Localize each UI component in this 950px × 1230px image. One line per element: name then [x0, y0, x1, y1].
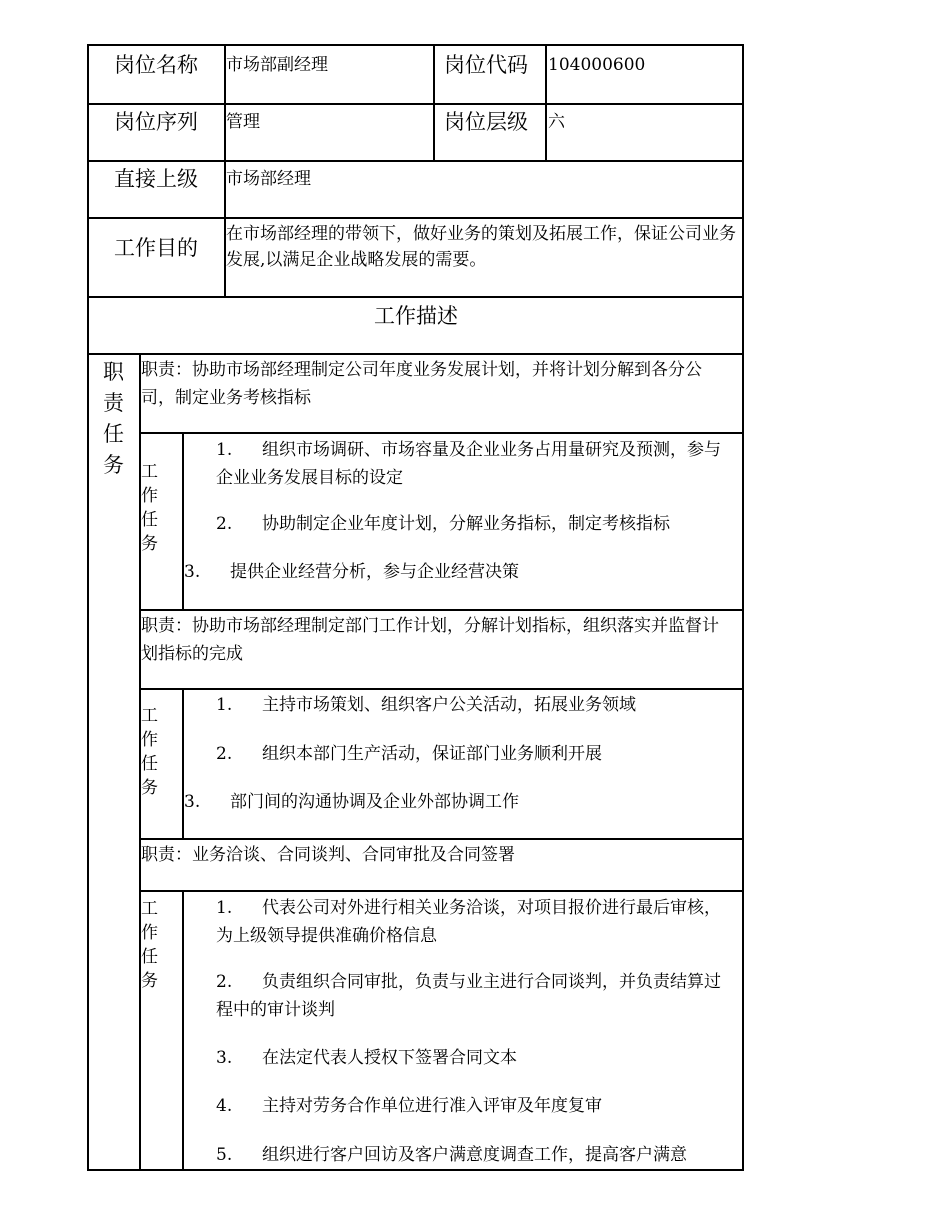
- purpose-value: 在市场部经理的带领下，做好业务的策划及拓展工作，保证公司业务发展,以满足企业战略发展的需要。: [226, 224, 736, 270]
- purpose-label: 工作目的: [114, 236, 198, 260]
- task-item: [216, 1092, 732, 1120]
- position-code-label: 岗位代码: [444, 53, 528, 77]
- duty-title: 职责：协助市场部经理制定部门工作计划，分解计划指标，组织落实并监督计划指标的完成: [141, 616, 719, 664]
- task-text: 在法定代表人授权下签署合同文本: [262, 1048, 517, 1068]
- position-series-label: 岗位序列: [114, 110, 198, 134]
- superior-value: 市场部经理: [226, 169, 311, 189]
- task-text: 主持市场策划、组织客户公关活动，拓展业务领域: [262, 695, 636, 715]
- task-text: 组织进行客户回访及客户满意度调查工作，提高客户满意: [262, 1145, 687, 1165]
- task-item: [216, 510, 732, 538]
- task-number: 2.: [216, 972, 233, 992]
- task-text: 负责组织合同审批，负责与业主进行合同谈判，并负责结算过程中的审计谈判: [216, 972, 721, 1020]
- task-item: [216, 436, 732, 492]
- duties-label: 职责任务: [103, 360, 124, 477]
- duty-title: 职责：协助市场部经理制定公司年度业务发展计划，并将计划分解到各分公司，制定业务考核指标: [141, 360, 702, 408]
- task-number: 3.: [184, 792, 201, 812]
- task-item: [184, 788, 732, 816]
- position-level-label: 岗位层级: [444, 110, 528, 134]
- task-text: 协助制定企业年度计划，分解业务指标，制定考核指标: [262, 514, 670, 534]
- task-item: [216, 740, 732, 768]
- task-label: 工作任务: [141, 462, 158, 554]
- position-series-value: 管理: [226, 112, 260, 132]
- task-text: 提供企业经营分析，参与企业经营决策: [230, 562, 519, 582]
- task-text: 代表公司对外进行相关业务洽谈，对项目报价进行最后审核，为上级领导提供准确价格信息: [216, 898, 721, 946]
- task-number: 3.: [216, 1048, 233, 1068]
- position-name-value: 市场部副经理: [226, 55, 328, 75]
- task-item: [216, 1044, 732, 1072]
- duty-title: 职责：业务洽谈、合同谈判、合同审批及合同签署: [141, 845, 515, 865]
- task-text: 部门间的沟通协调及企业外部协调工作: [230, 792, 519, 812]
- task-number: 5.: [216, 1145, 233, 1165]
- position-name-label: 岗位名称: [114, 53, 198, 77]
- task-label: 工作任务: [141, 706, 158, 798]
- task-number: 4.: [216, 1096, 233, 1116]
- task-item: [216, 691, 732, 719]
- task-item: [216, 1141, 736, 1169]
- task-text: 组织市场调研、市场容量及企业业务占用量研究及预测，参与企业业务发展目标的设定: [216, 440, 721, 488]
- task-item: [216, 894, 732, 950]
- task-number: 1.: [216, 695, 233, 715]
- task-text: 组织本部门生产活动，保证部门业务顺利开展: [262, 744, 602, 764]
- superior-label: 直接上级: [114, 167, 198, 191]
- task-item: [216, 968, 732, 1024]
- task-item: [184, 558, 732, 586]
- position-level-value: 六: [548, 112, 565, 132]
- task-number: 3.: [184, 562, 201, 582]
- task-number: 2.: [216, 514, 233, 534]
- position-code-value: 104000600: [548, 55, 646, 75]
- task-number: 1.: [216, 898, 233, 918]
- task-number: 1.: [216, 440, 233, 460]
- task-number: 2.: [216, 744, 233, 764]
- task-text: 主持对劳务合作单位进行准入评审及年度复审: [262, 1096, 602, 1116]
- task-label: 工作任务: [141, 899, 158, 991]
- description-title: 工作描述: [374, 304, 458, 328]
